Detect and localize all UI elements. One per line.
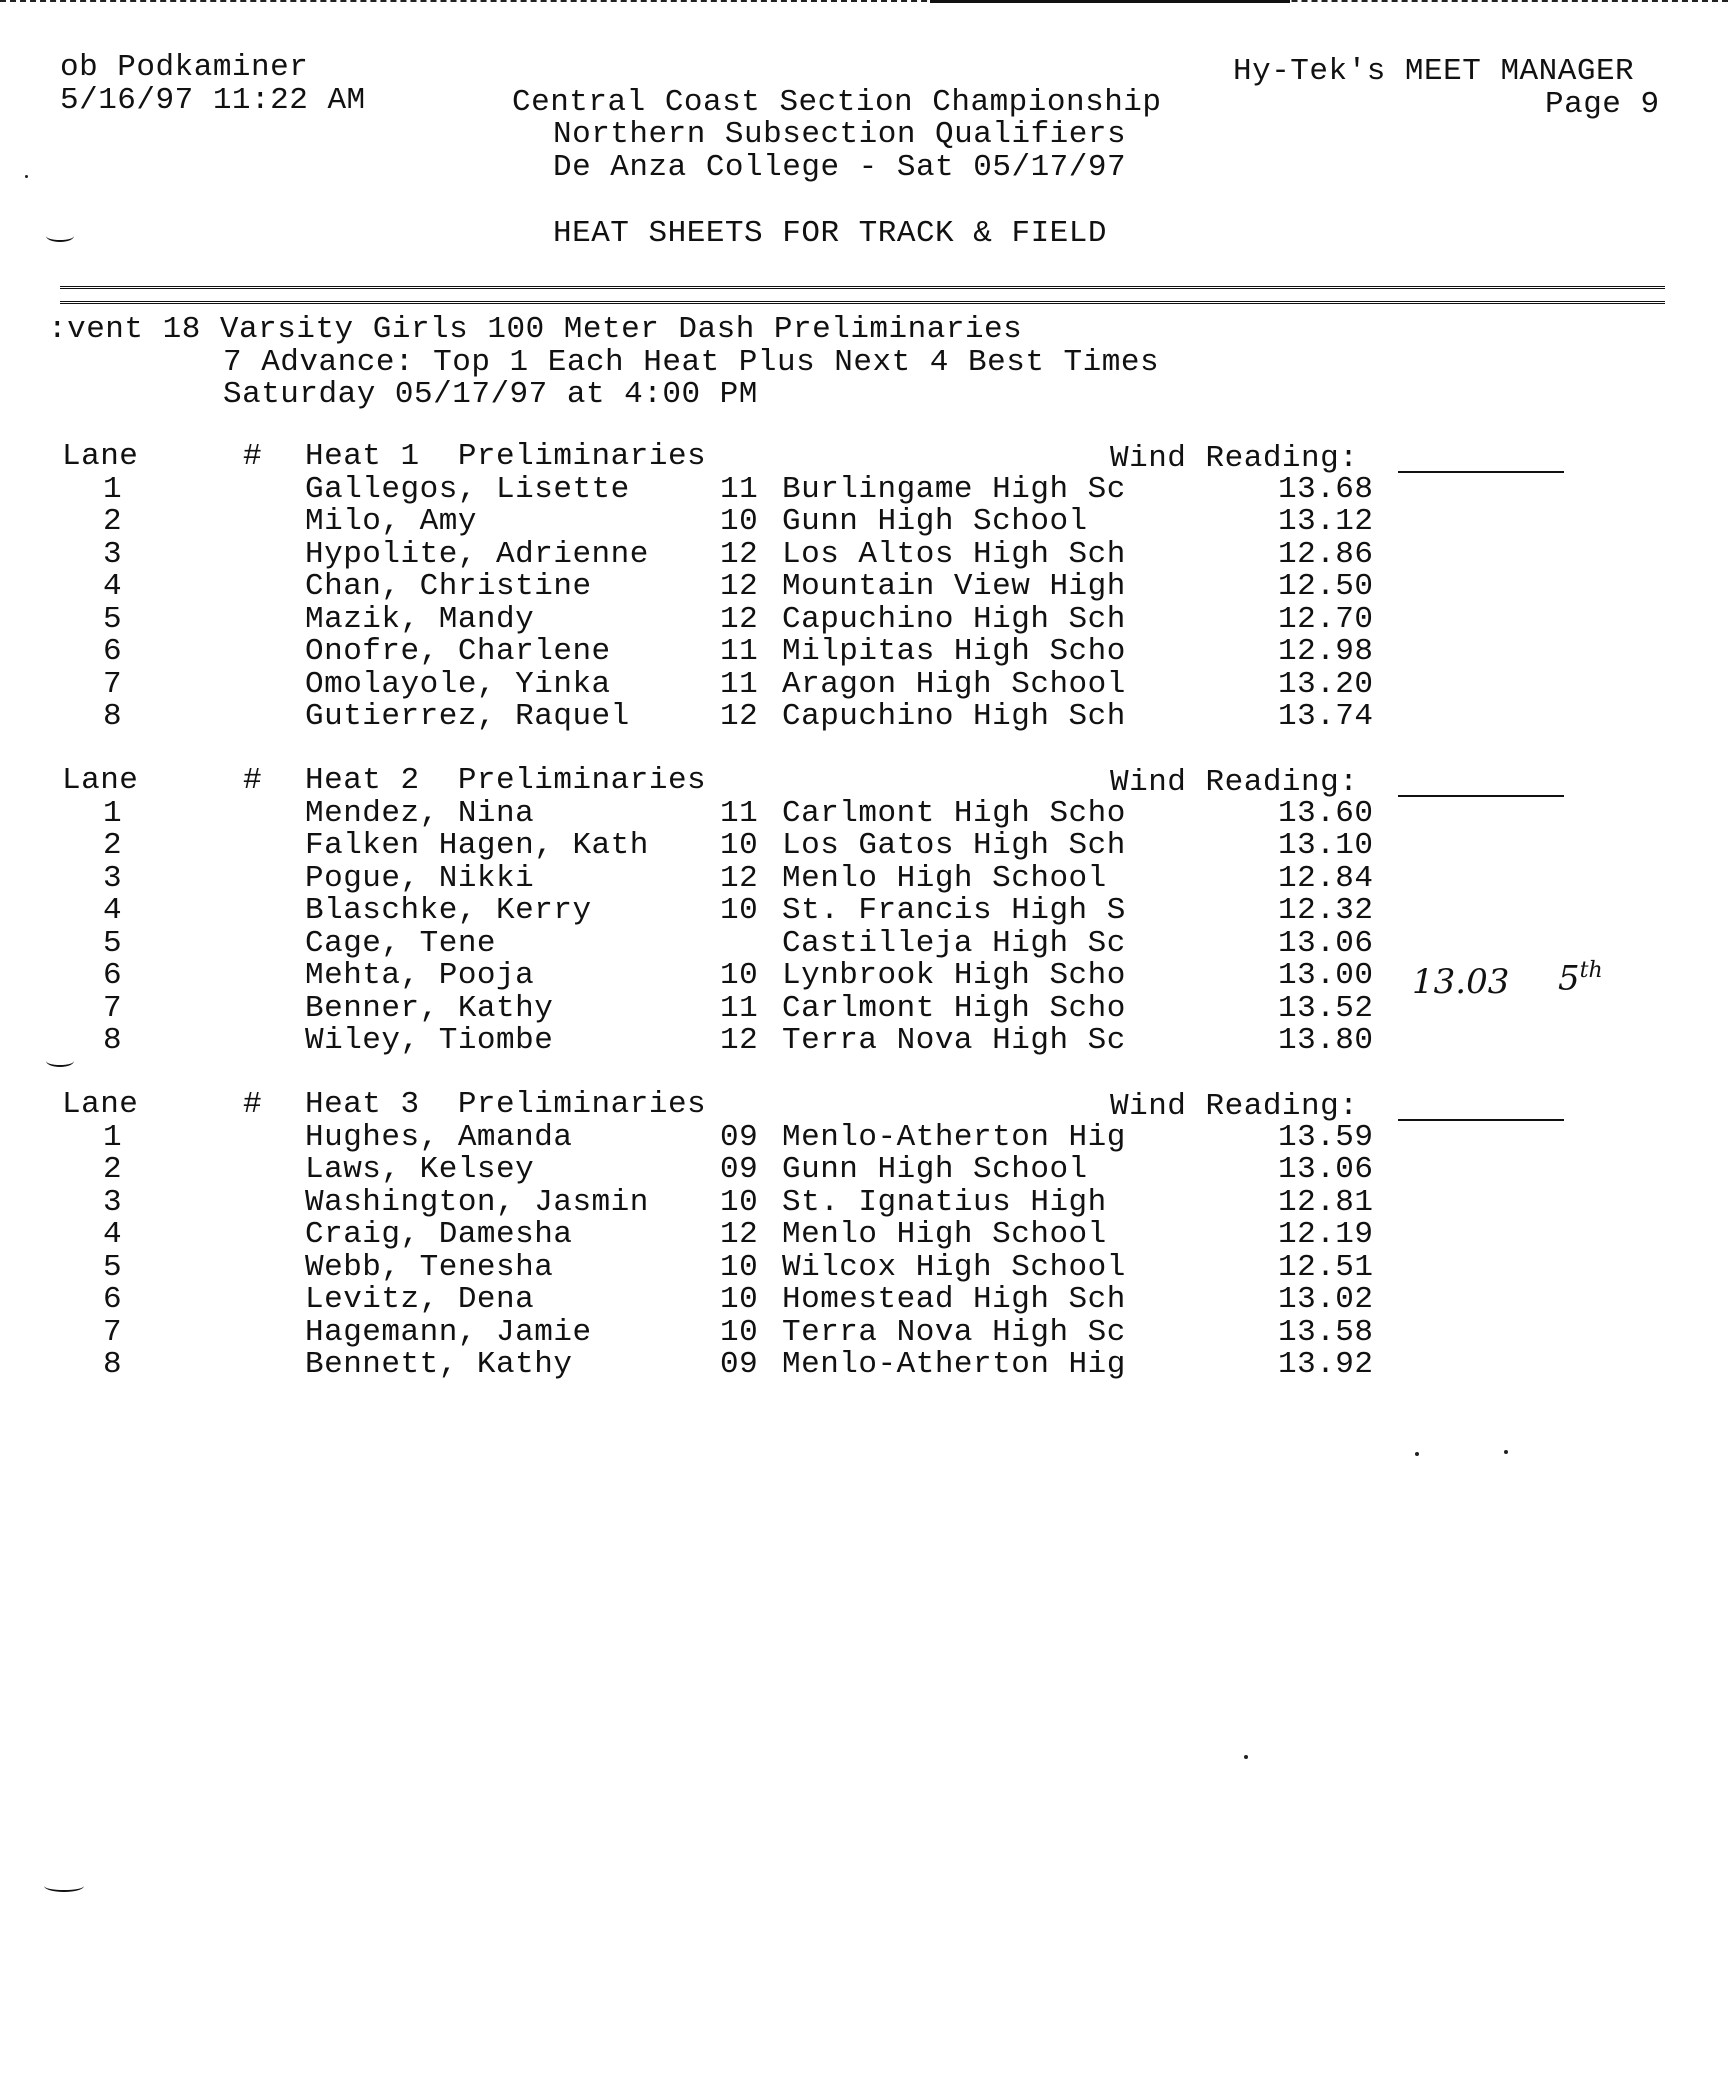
seed-time: 13.58: [1278, 1315, 1374, 1350]
meet-subtitle: Northern Subsection Qualifiers: [553, 117, 1127, 152]
athlete-year: 10: [720, 504, 759, 539]
lane-number: 2: [103, 504, 123, 539]
athlete-name: Milo, Amy: [305, 504, 477, 539]
handwritten-place: 5th: [1558, 958, 1603, 999]
lane-number: 4: [103, 1217, 123, 1252]
athlete-name: Craig, Damesha: [305, 1217, 573, 1252]
col-header-lane: Lane: [62, 1087, 139, 1122]
seed-time: 13.06: [1278, 926, 1374, 961]
heat-title: Heat 1 Preliminaries: [305, 439, 707, 474]
athlete-name: Washington, Jasmin: [305, 1185, 649, 1220]
athlete-year: 10: [720, 1250, 759, 1285]
lane-number: 6: [103, 958, 123, 993]
athlete-name: Gallegos, Lisette: [305, 472, 630, 507]
event-title: :vent 18 Varsity Girls 100 Meter Dash Preliminaries: [48, 312, 1023, 347]
header-software: Hy-Tek's MEET MANAGER: [1233, 54, 1635, 89]
separator-rule-dashes: [60, 289, 1665, 297]
lane-number: 4: [103, 569, 123, 604]
school-name: Castilleja High Sc: [782, 926, 1126, 961]
school-name: Menlo High School: [782, 861, 1107, 896]
school-name: St. Ignatius High: [782, 1185, 1107, 1220]
school-name: Homestead High Sch: [782, 1282, 1126, 1317]
seed-time: 13.60: [1278, 796, 1374, 831]
athlete-year: 12: [720, 537, 759, 572]
seed-time: 13.12: [1278, 504, 1374, 539]
athlete-year: 12: [720, 1023, 759, 1058]
lane-number: 8: [103, 699, 123, 734]
athlete-name: Levitz, Dena: [305, 1282, 535, 1317]
athlete-name: Benner, Kathy: [305, 991, 554, 1026]
lane-number: 8: [103, 1347, 123, 1382]
col-header-lane: Lane: [62, 439, 139, 474]
lane-number: 1: [103, 796, 123, 831]
athlete-year: 11: [720, 472, 759, 507]
event-schedule: Saturday 05/17/97 at 4:00 PM: [223, 377, 758, 412]
lane-number: 3: [103, 1185, 123, 1220]
school-name: Terra Nova High Sc: [782, 1023, 1126, 1058]
seed-time: 13.92: [1278, 1347, 1374, 1382]
athlete-name: Mendez, Nina: [305, 796, 535, 831]
header-page-number: Page 9: [1545, 87, 1660, 122]
lane-number: 3: [103, 537, 123, 572]
school-name: Menlo-Atherton Hig: [782, 1347, 1126, 1382]
school-name: Capuchino High Sch: [782, 602, 1126, 637]
seed-time: 13.52: [1278, 991, 1374, 1026]
wind-reading-blank: [1398, 795, 1564, 797]
lane-number: 5: [103, 602, 123, 637]
school-name: Gunn High School: [782, 1152, 1088, 1187]
athlete-year: 12: [720, 1217, 759, 1252]
school-name: Aragon High School: [782, 667, 1126, 702]
lane-number: 1: [103, 1120, 123, 1155]
athlete-year: 11: [720, 796, 759, 831]
school-name: Menlo-Atherton Hig: [782, 1120, 1126, 1155]
seed-time: 12.70: [1278, 602, 1374, 637]
school-name: Los Altos High Sch: [782, 537, 1126, 572]
scan-mark: [44, 1880, 84, 1892]
sheet-heading: HEAT SHEETS FOR TRACK & FIELD: [553, 216, 1107, 251]
athlete-name: Onofre, Charlene: [305, 634, 611, 669]
lane-number: 8: [103, 1023, 123, 1058]
event-advance-rule: 7 Advance: Top 1 Each Heat Plus Next 4 Best Times: [223, 345, 1160, 380]
athlete-name: Gutierrez, Raquel: [305, 699, 630, 734]
athlete-year: 09: [720, 1152, 759, 1187]
lane-number: 7: [103, 667, 123, 702]
athlete-name: Mazik, Mandy: [305, 602, 535, 637]
lane-number: 7: [103, 991, 123, 1026]
athlete-name: Mehta, Pooja: [305, 958, 535, 993]
school-name: Gunn High School: [782, 504, 1088, 539]
seed-time: 13.02: [1278, 1282, 1374, 1317]
athlete-year: 12: [720, 699, 759, 734]
athlete-name: Hughes, Amanda: [305, 1120, 573, 1155]
school-name: Terra Nova High Sc: [782, 1315, 1126, 1350]
lane-number: 3: [103, 861, 123, 896]
handwritten-time: 13.03: [1412, 962, 1510, 1002]
seed-time: 12.19: [1278, 1217, 1374, 1252]
wind-reading-blank: [1398, 471, 1564, 473]
school-name: Carlmont High Scho: [782, 796, 1126, 831]
seed-time: 12.32: [1278, 893, 1374, 928]
school-name: Wilcox High School: [782, 1250, 1126, 1285]
seed-time: 13.59: [1278, 1120, 1374, 1155]
athlete-year: 12: [720, 861, 759, 896]
seed-time: 13.20: [1278, 667, 1374, 702]
school-name: Los Gatos High Sch: [782, 828, 1126, 863]
school-name: Lynbrook High Scho: [782, 958, 1126, 993]
scan-speck: [25, 175, 28, 178]
athlete-year: 12: [720, 602, 759, 637]
athlete-year: 10: [720, 828, 759, 863]
school-name: Menlo High School: [782, 1217, 1107, 1252]
heat-title: Heat 2 Preliminaries: [305, 763, 707, 798]
athlete-year: 11: [720, 634, 759, 669]
header-print-date: 5/16/97 11:22 AM: [60, 83, 366, 118]
col-header-number: #: [243, 1087, 263, 1122]
wind-reading-label: Wind Reading:: [1110, 441, 1359, 476]
scan-mark: [46, 1055, 74, 1067]
meet-venue-date: De Anza College - Sat 05/17/97: [553, 150, 1127, 185]
col-header-number: #: [243, 439, 263, 474]
col-header-number: #: [243, 763, 263, 798]
seed-time: 13.06: [1278, 1152, 1374, 1187]
col-header-lane: Lane: [62, 763, 139, 798]
school-name: Burlingame High Sc: [782, 472, 1126, 507]
athlete-name: Omolayole, Yinka: [305, 667, 611, 702]
athlete-year: 10: [720, 1185, 759, 1220]
lane-number: 5: [103, 926, 123, 961]
wind-reading-label: Wind Reading:: [1110, 1089, 1359, 1124]
athlete-name: Blaschke, Kerry: [305, 893, 592, 928]
athlete-name: Cage, Tene: [305, 926, 497, 961]
scan-speck: [1415, 1452, 1419, 1456]
seed-time: 13.80: [1278, 1023, 1374, 1058]
lane-number: 4: [103, 893, 123, 928]
seed-time: 13.00: [1278, 958, 1374, 993]
athlete-name: Laws, Kelsey: [305, 1152, 535, 1187]
athlete-year: 10: [720, 1315, 759, 1350]
seed-time: 12.84: [1278, 861, 1374, 896]
athlete-year: 12: [720, 569, 759, 604]
athlete-year: 11: [720, 991, 759, 1026]
seed-time: 12.50: [1278, 569, 1374, 604]
school-name: Milpitas High Scho: [782, 634, 1126, 669]
wind-reading-label: Wind Reading:: [1110, 765, 1359, 800]
athlete-name: Bennett, Kathy: [305, 1347, 573, 1382]
athlete-year: 09: [720, 1347, 759, 1382]
lane-number: 6: [103, 1282, 123, 1317]
athlete-name: Hypolite, Adrienne: [305, 537, 649, 572]
athlete-name: Chan, Christine: [305, 569, 592, 604]
lane-number: 2: [103, 1152, 123, 1187]
athlete-name: Pogue, Nikki: [305, 861, 535, 896]
school-name: St. Francis High S: [782, 893, 1126, 928]
athlete-year: 10: [720, 893, 759, 928]
scan-speck: [1244, 1755, 1248, 1759]
school-name: Carlmont High Scho: [782, 991, 1126, 1026]
scan-top-edge: [0, 0, 1728, 6]
athlete-year: 10: [720, 958, 759, 993]
lane-number: 6: [103, 634, 123, 669]
athlete-name: Falken Hagen, Kath: [305, 828, 649, 863]
header-operator: ob Podkaminer: [60, 50, 309, 85]
seed-time: 12.51: [1278, 1250, 1374, 1285]
scan-top-edge-solid: [930, 0, 1290, 3]
seed-time: 13.68: [1278, 472, 1374, 507]
athlete-year: 11: [720, 667, 759, 702]
meet-title: Central Coast Section Championship: [512, 85, 1162, 120]
scan-mark: [46, 230, 74, 242]
athlete-name: Wiley, Tiombe: [305, 1023, 554, 1058]
seed-time: 13.10: [1278, 828, 1374, 863]
scan-speck: [1504, 1450, 1508, 1454]
athlete-year: 10: [720, 1282, 759, 1317]
seed-time: 12.98: [1278, 634, 1374, 669]
school-name: Capuchino High Sch: [782, 699, 1126, 734]
athlete-year: 09: [720, 1120, 759, 1155]
lane-number: 5: [103, 1250, 123, 1285]
heat-title: Heat 3 Preliminaries: [305, 1087, 707, 1122]
athlete-name: Hagemann, Jamie: [305, 1315, 592, 1350]
athlete-name: Webb, Tenesha: [305, 1250, 554, 1285]
seed-time: 13.74: [1278, 699, 1374, 734]
seed-time: 12.86: [1278, 537, 1374, 572]
lane-number: 1: [103, 472, 123, 507]
seed-time: 12.81: [1278, 1185, 1374, 1220]
school-name: Mountain View High: [782, 569, 1126, 604]
lane-number: 7: [103, 1315, 123, 1350]
lane-number: 2: [103, 828, 123, 863]
wind-reading-blank: [1398, 1119, 1564, 1121]
